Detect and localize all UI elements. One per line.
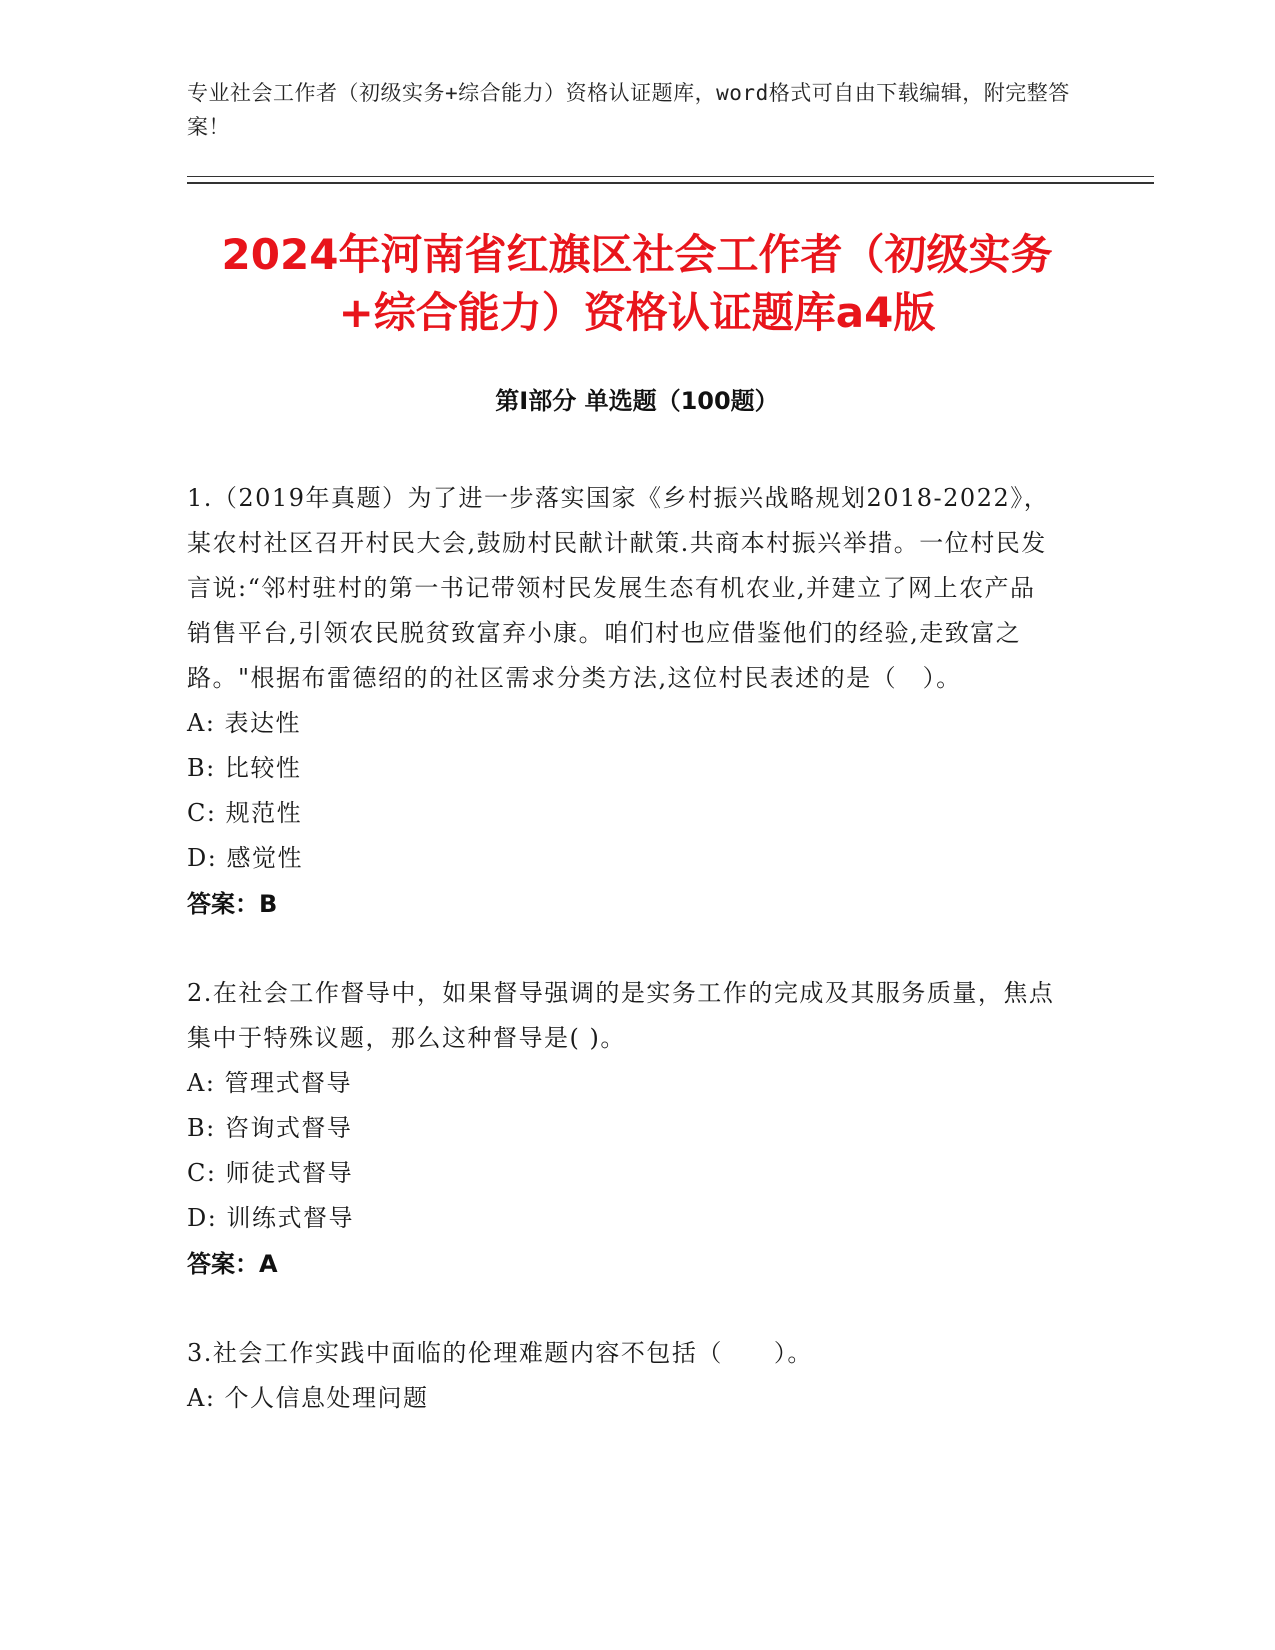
question-text: 1.（2019年真题）为了进一步落实国家《乡村振兴战略规划2018-2022》，某农村社区召开村民大会,鼓励村民献计献策.共商本村振兴举措。一位村民发言说:“邻村驻村的第一书记带领村民发展生态有机农业,并建立了网上农产品销售平台,引领农民脱贫致富弃小康。咱们村也应借鉴他们的经验,走致富之路。"根据布雷德绍的的社区需求分类方法,这位村民表述的是（ ）。 (187, 484, 1050, 692)
header-divider-thin (187, 176, 1154, 177)
answer: 答案：A (187, 1250, 278, 1278)
option-a: A: 表达性 (187, 709, 302, 737)
option-d: D: 感觉性 (187, 844, 303, 872)
option-a: A: 管理式督导 (187, 1069, 353, 1097)
header-note: 专业社会工作者（初级实务+综合能力）资格认证题库，word格式可自由下载编辑，附完整答案！ (187, 81, 1070, 139)
question-list (187, 476, 1057, 1465)
option-b: B: 咨询式督导 (187, 1114, 353, 1142)
document-title: 2024年河南省红旗区社会工作者（初级实务+综合能力）资格认证题库a4版 (221, 230, 1053, 337)
option-d: D: 训练式督导 (187, 1204, 354, 1232)
option-c: C: 规范性 (187, 799, 303, 827)
option-c: C: 师徒式督导 (187, 1159, 354, 1187)
question-text: 3.社会工作实践中面临的伦理难题内容不包括（ ）。 (187, 1339, 813, 1367)
question-3 (187, 1331, 1057, 1421)
question-1 (187, 476, 1057, 927)
section-heading: 第Ⅰ部分 单选题（100题） (495, 387, 779, 415)
header-divider-thick (187, 182, 1154, 184)
option-a: A: 个人信息处理问题 (187, 1384, 429, 1412)
question-text: 2.在社会工作督导中，如果督导强调的是实务工作的完成及其服务质量，焦点集中于特殊议题，那么这种督导是( )。 (187, 979, 1055, 1052)
answer: 答案：B (187, 890, 278, 918)
option-b: B: 比较性 (187, 754, 302, 782)
question-2 (187, 971, 1057, 1287)
